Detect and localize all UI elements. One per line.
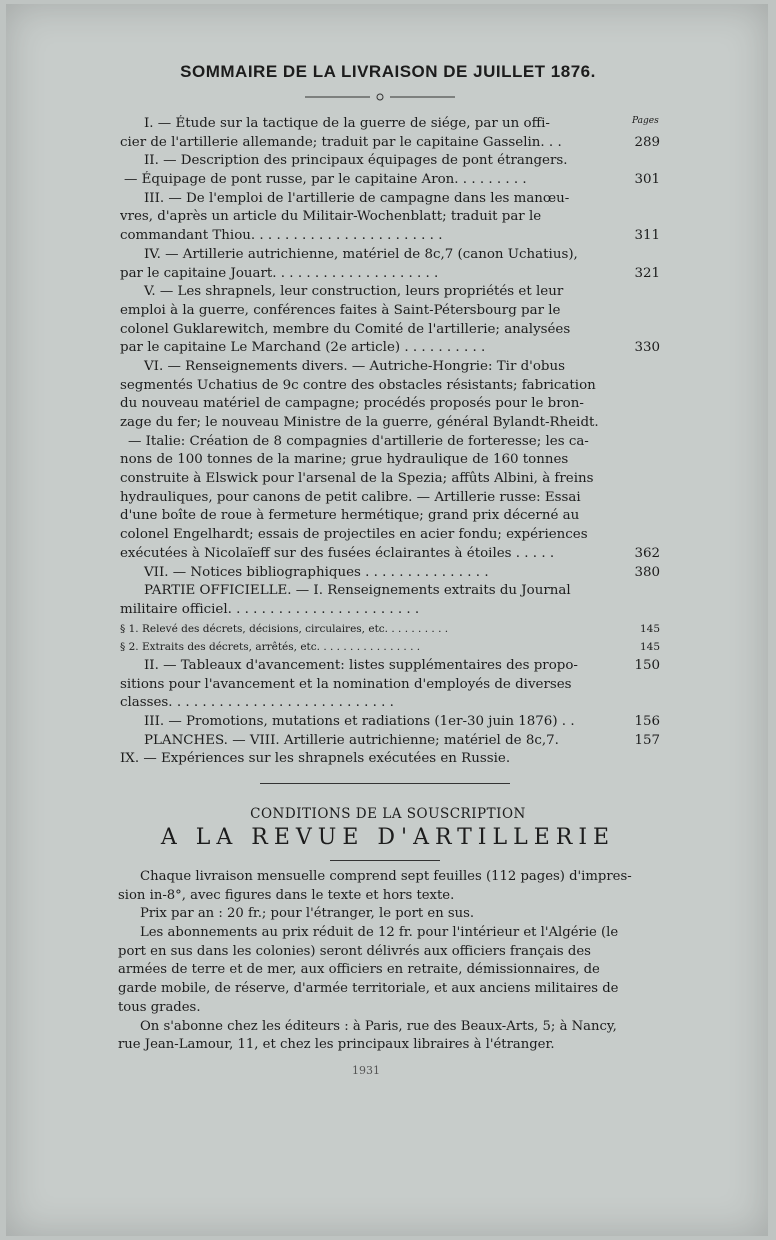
toc-line [120,433,665,452]
toc-line [120,152,665,171]
toc-line-text: d'une boîte de roue à fermeture hermétique; grand prix décerné au [120,508,580,524]
toc-line [120,265,665,284]
toc-line [120,638,665,657]
toc-line-text: IV. — Artillerie autrichienne, matériel de 8c,7 (canon Uchatius), [144,246,578,262]
toc-page-number: 330 [634,340,660,356]
pages-column-label: Pages [632,116,659,126]
toc-line [120,115,665,134]
toc-line [120,190,665,209]
conditions-line-text: rue Jean-Lamour, 11, et chez les principaux libraires à l'étranger. [118,1037,555,1053]
toc-line [120,321,665,340]
revue-title: A LA REVUE D'ARTILLERIE [160,825,616,850]
toc-page-number: 321 [634,265,660,281]
toc-line [120,676,665,695]
toc-line [120,507,665,526]
toc-line [120,414,665,433]
toc-page-number: 311 [634,228,660,244]
toc-line-text: hydrauliques, pour canons de petit calibre. — Artillerie russe: Essai [120,489,581,505]
toc-line-text: II. — Tableaux d'avancement: listes supplémentaires des propo- [144,657,578,673]
toc-line [120,620,665,639]
conditions-text [118,868,658,1055]
toc-line [120,377,665,396]
toc-line-text: segmentés Uchatius de 9c contre des obstacles résistants; fabrication [120,377,596,393]
toc-line [120,395,665,414]
toc-page-number: 156 [634,714,660,729]
toc-line [120,451,665,470]
toc-line-text: emploi à la guerre, conférences faites à Saint-Pétersbourg par le [120,302,561,318]
conditions-line-text: tous grades. [118,999,201,1015]
toc-page-number: 289 [634,134,660,150]
ornament-divider [300,92,460,102]
table-of-contents [120,115,665,769]
conditions-line-text: armées de terre et de mer, aux officiers en retraite, démissionnaires, de [118,962,600,978]
conditions-line [118,1018,658,1037]
toc-line-text: § 2. Extraits des décrets, arrêtés, etc. . . . . . . . . . . . . . . . [120,641,421,654]
toc-line-text: § 1. Relevé des décrets, décisions, circulaires, etc. . . . . . . . . . [120,622,449,635]
separator-line [260,783,510,784]
toc-line-text: classes. . . . . . . . . . . . . . . . . . . . . . . . . . . [120,695,394,711]
toc-page-number: 380 [634,564,660,580]
separator-line-short [330,860,440,861]
toc-line-text: sitions pour l'avancement et la nomination d'employés de diverses [120,676,572,692]
toc-line-text: III. — Promotions, mutations et radiations (1er-30 juin 1876) . . [144,714,575,729]
toc-line [120,283,665,302]
conditions-line-text: Chaque livraison mensuelle comprend sept feuilles (112 pages) d'impres- [140,869,632,884]
conditions-line-text: On s'abonne chez les éditeurs : à Paris, rue des Beaux-Arts, 5; à Nancy, [140,1018,617,1034]
conditions-line [118,868,658,887]
toc-line-text: colonel Guklarewitch, membre du Comité de l'artillerie; analysées [120,321,571,337]
toc-page-number: 301 [634,172,660,188]
bottom-mark: 1931 [352,1064,380,1077]
toc-line-text: PLANCHES. — VIII. Artillerie autrichienne; matériel de 8c,7. [144,732,559,748]
toc-line-text: PARTIE OFFICIELLE. — I. Renseignements extraits du Journal [144,583,571,599]
toc-line [120,246,665,265]
toc-line [120,732,665,751]
toc-line [120,694,665,713]
conditions-line-text: Prix par an : 20 fr.; pour l'étranger, le port en sus. [140,906,475,922]
toc-line [120,339,665,358]
toc-line-text: — Équipage de pont russe, par le capitaine Aron. . . . . . . . . [124,172,527,188]
toc-line-text: par le capitaine Le Marchand (2e article) . . . . . . . . . . [120,340,486,356]
conditions-line [118,961,658,980]
toc-line [120,208,665,227]
conditions-line [118,999,658,1018]
toc-line [120,489,665,508]
page-title: SOMMAIRE DE LA LIVRAISON DE JUILLET 1876. [180,62,596,81]
toc-page-number: 362 [634,545,660,561]
toc-line-text: III. — De l'emploi de l'artillerie de campagne dans les manœu- [144,190,570,206]
conditions-line [118,980,658,999]
toc-line-text: cier de l'artillerie allemande; traduit par le capitaine Gasselin. . . [120,134,562,150]
conditions-line [118,1036,658,1055]
toc-line-text: construite à Elswick pour l'arsenal de la Spezia; affûts Albini, à freins [120,471,594,487]
toc-line-text: du nouveau matériel de campagne; procédés proposés pour le bron- [120,396,584,412]
conditions-line [118,943,658,962]
toc-line-text: I. — Étude sur la tactique de la guerre de siége, par un offi- [144,116,550,131]
toc-line [120,601,665,620]
toc-line [120,134,665,153]
toc-line [120,657,665,676]
toc-line [120,302,665,321]
conditions-line-text: Les abonnements au prix réduit de 12 fr. pour l'intérieur et l'Algérie (le [140,925,619,941]
toc-line-text: nons de 100 tonnes de la marine; grue hydraulique de 160 tonnes [120,452,569,468]
toc-line [120,171,665,190]
toc-line-text: IX. — Expériences sur les shrapnels exécutées en Russie. [120,751,511,767]
toc-line [120,227,665,246]
conditions-line [118,905,658,924]
toc-line-text: commandant Thiou. . . . . . . . . . . . . . . . . . . . . . . [120,228,443,244]
conditions-line-text: port en sus dans les colonies) seront délivrés aux officiers français des [118,943,591,959]
toc-line-text: zage du fer; le nouveau Ministre de la guerre, général Bylandt-Rheidt. [120,415,599,430]
conditions-line [118,924,658,943]
toc-line-text: VII. — Notices bibliographiques . . . . . . . . . . . . . . . [144,564,489,580]
toc-page-number: 150 [634,657,660,673]
toc-line [120,713,665,732]
toc-line-text: — Italie: Création de 8 compagnies d'artillerie de forteresse; les ca- [128,433,589,449]
toc-line [120,582,665,601]
toc-line-text: II. — Description des principaux équipages de pont étrangers. [144,153,568,169]
conditions-line-text: sion in-8°, avec figures dans le texte et hors texte. [118,887,455,903]
toc-line-text: vres, d'après un article du Militair-Wochenblatt; traduit par le [120,209,542,225]
toc-page-number: 145 [639,641,660,654]
conditions-title: CONDITIONS DE LA SOUSCRIPTION [250,806,526,822]
toc-line [120,358,665,377]
toc-page-number: 157 [634,732,660,748]
toc-line [120,564,665,583]
toc-line [120,545,665,564]
toc-line-text: militaire officiel. . . . . . . . . . . . . . . . . . . . . . . [120,601,420,617]
toc-line-text: par le capitaine Jouart. . . . . . . . . . . . . . . . . . . . [120,265,439,281]
toc-line-text: exécutées à Nicolaïeff sur des fusées éclairantes à étoiles . . . . . [120,545,555,561]
toc-line-text: VI. — Renseignements divers. — Autriche-Hongrie: Tir d'obus [144,358,565,374]
conditions-line-text: garde mobile, de réserve, d'armée territoriale, et aux anciens militaires de [118,981,619,997]
toc-line [120,470,665,489]
toc-line [120,750,665,769]
toc-page-number: 145 [639,622,660,635]
toc-line-text: V. — Les shrapnels, leur construction, leurs propriétés et leur [144,284,564,300]
toc-line [120,526,665,545]
conditions-line [118,887,658,906]
toc-line-text: colonel Engelhardt; essais de projectiles en acier fondu; expériences [120,527,588,543]
